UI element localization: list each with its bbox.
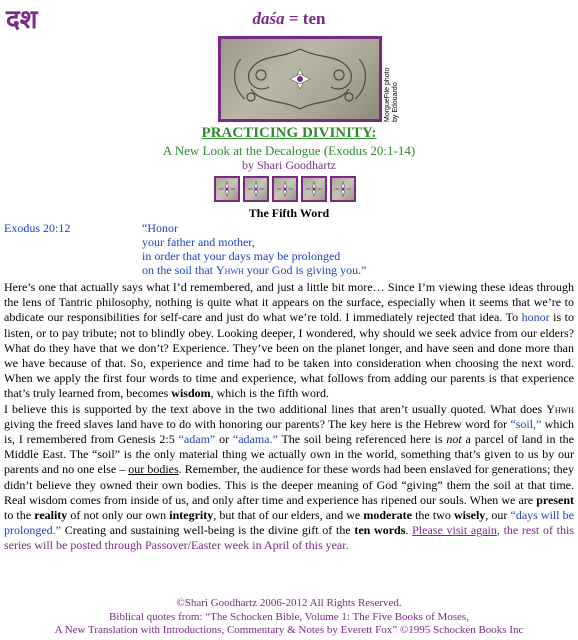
text-run: . Remember, the audience for these words had been enslaved for generations; they didn’t believe they owned their own bodies. This is the deeper meaning of God “giving” them the soil at that time. Real wisdom comes from inside of us, and only after time and experience has ripened our souls. When we are bbox=[4, 462, 574, 507]
text-run: or bbox=[215, 432, 233, 447]
text-run: which is, I remembered from Genesis 2:5 bbox=[4, 416, 575, 447]
reality-term: reality bbox=[34, 508, 68, 523]
text-run: is to listen, or to pay tribute; not to blindly obey. Looking deeper, I wondered, why should we seek advice from our elders? What do they have that we don’t? Experience. They’ve been on the planet longer, and have seen and done more than we have because of that. So, experience and time had to be taken into consideration when choosing the next word. When we apply the first four words to time and experience, what follows from adding our parents is that experience that’s truly learned from, becomes bbox=[4, 310, 575, 401]
photo-credit-line-2: by Edouardo bbox=[392, 82, 399, 122]
paragraph-2 bbox=[4, 402, 574, 554]
text-run: . bbox=[405, 523, 413, 538]
flower-icon bbox=[247, 180, 265, 198]
ten-words-term: ten words bbox=[354, 523, 406, 538]
photo-credit bbox=[384, 40, 410, 122]
divine-name: Yhwh bbox=[546, 401, 574, 416]
moderate-term: moderate bbox=[363, 508, 412, 523]
translation-source-line: A New Translation with Introductions, Commentary & Notes by Everett Fox” ©1995 Schocken Books Inc bbox=[54, 624, 524, 636]
flower-tile-5 bbox=[330, 176, 356, 202]
text-run: of not only our own bbox=[67, 508, 170, 523]
article-byline: by Shari Goodhartz bbox=[242, 158, 336, 172]
text-run: a parcel of land in the Middle East. The “soil” is the only material thing we actually own in the world, something that’s given to us by our parents and no one else – bbox=[4, 432, 574, 477]
wisdom-term: wisdom bbox=[171, 386, 211, 401]
tile-strip bbox=[214, 176, 356, 203]
soil-term: “soil,” bbox=[510, 416, 542, 431]
flower-tile-1 bbox=[214, 176, 240, 202]
text-run: to the bbox=[4, 508, 35, 523]
page-footer bbox=[0, 597, 578, 638]
scripture-quote bbox=[142, 221, 366, 277]
honor-term: honor bbox=[521, 310, 550, 325]
flower-icon bbox=[305, 180, 323, 198]
days-prolonged-term: “days will be prolonged.” bbox=[4, 508, 575, 538]
quote-line-2: your father and mother, bbox=[142, 235, 255, 249]
title-word: daśa bbox=[252, 9, 285, 28]
flower-tile-4 bbox=[301, 176, 327, 202]
article-heading: PRACTICING DIVINITY: bbox=[201, 125, 377, 141]
article-body bbox=[4, 280, 574, 554]
swirl-ornament-image bbox=[221, 39, 379, 119]
article-subheading: A New Look at the Decalogue (Exodus 20:1-14) bbox=[162, 143, 416, 158]
adam-term: “adam” bbox=[178, 432, 216, 447]
copyright-line: ©Shari Goodhartz 2006-2012 All Rights Reserved. bbox=[176, 597, 402, 609]
photo-credit-line-1: MorgueFile photo bbox=[384, 67, 391, 122]
text-run: The soil being referenced here is bbox=[277, 432, 447, 447]
page-title bbox=[0, 9, 578, 29]
adama-term: “adama.” bbox=[232, 432, 278, 447]
divine-name: Yhwh bbox=[216, 263, 244, 277]
header-photo bbox=[218, 36, 382, 122]
flower-tile-2 bbox=[243, 176, 269, 202]
present-term: present bbox=[536, 492, 574, 507]
text-run: Creating and sustaining well-being is the divine gift of the bbox=[60, 523, 355, 538]
integrity-term: integrity bbox=[169, 508, 214, 523]
text-run: Here’s one that actually says what I’d remembered, and just a little bit more… Since I’m viewing these ideas through the lens of Tantric philosophy, nothing is quite what it appears on the surface, especially when it seems that we’re to abdicate our responsibilities for self-care and just do what we’re told. I immediately rejected that idea. To bbox=[4, 280, 574, 325]
section-title: The Fifth Word bbox=[248, 206, 330, 220]
series-note: , the rest of this series will be posted through Passover/Easter week in April of this year. bbox=[4, 523, 575, 553]
text-run: , which is the fifth word. bbox=[210, 386, 329, 401]
wisely-term: wisely bbox=[453, 508, 486, 523]
flower-icon bbox=[334, 180, 352, 198]
quote-line-4 bbox=[142, 263, 366, 277]
text-run: the two bbox=[411, 508, 454, 523]
text-run: I believe this is supported by the text above in the two additional lines that aren’t usually quoted. What does bbox=[4, 401, 547, 416]
text-run: , our bbox=[485, 508, 511, 523]
quote-line-4-start: on the soil that bbox=[142, 263, 216, 277]
title-equals: = ten bbox=[284, 9, 326, 28]
our-bodies-underline: our bodies bbox=[128, 462, 179, 477]
text-run: , but that of our elders, and we bbox=[213, 508, 364, 523]
quote-line-4-end: your God is giving you.” bbox=[243, 263, 367, 277]
text-run: giving the freed slaves land have to do with honoring our parents? The key here is the Hebrew word for bbox=[4, 416, 511, 431]
paragraph-1 bbox=[4, 280, 574, 402]
quote-line-1: “Honor bbox=[142, 221, 178, 235]
flower-icon bbox=[218, 180, 236, 198]
flower-tile-3 bbox=[272, 176, 298, 202]
flower-icon bbox=[276, 180, 294, 198]
quotes-source-line: Biblical quotes from: “The Schocken Bible, Volume 1: The Five Books of Moses, bbox=[109, 610, 469, 623]
quote-line-3: in order that your days may be prolonged bbox=[142, 249, 341, 263]
scripture-reference: Exodus 20:12 bbox=[4, 221, 71, 235]
visit-again-link[interactable]: Please visit again bbox=[412, 523, 497, 538]
devanagari-title: दश bbox=[6, 5, 38, 35]
not-emphasis: not bbox=[446, 432, 462, 447]
